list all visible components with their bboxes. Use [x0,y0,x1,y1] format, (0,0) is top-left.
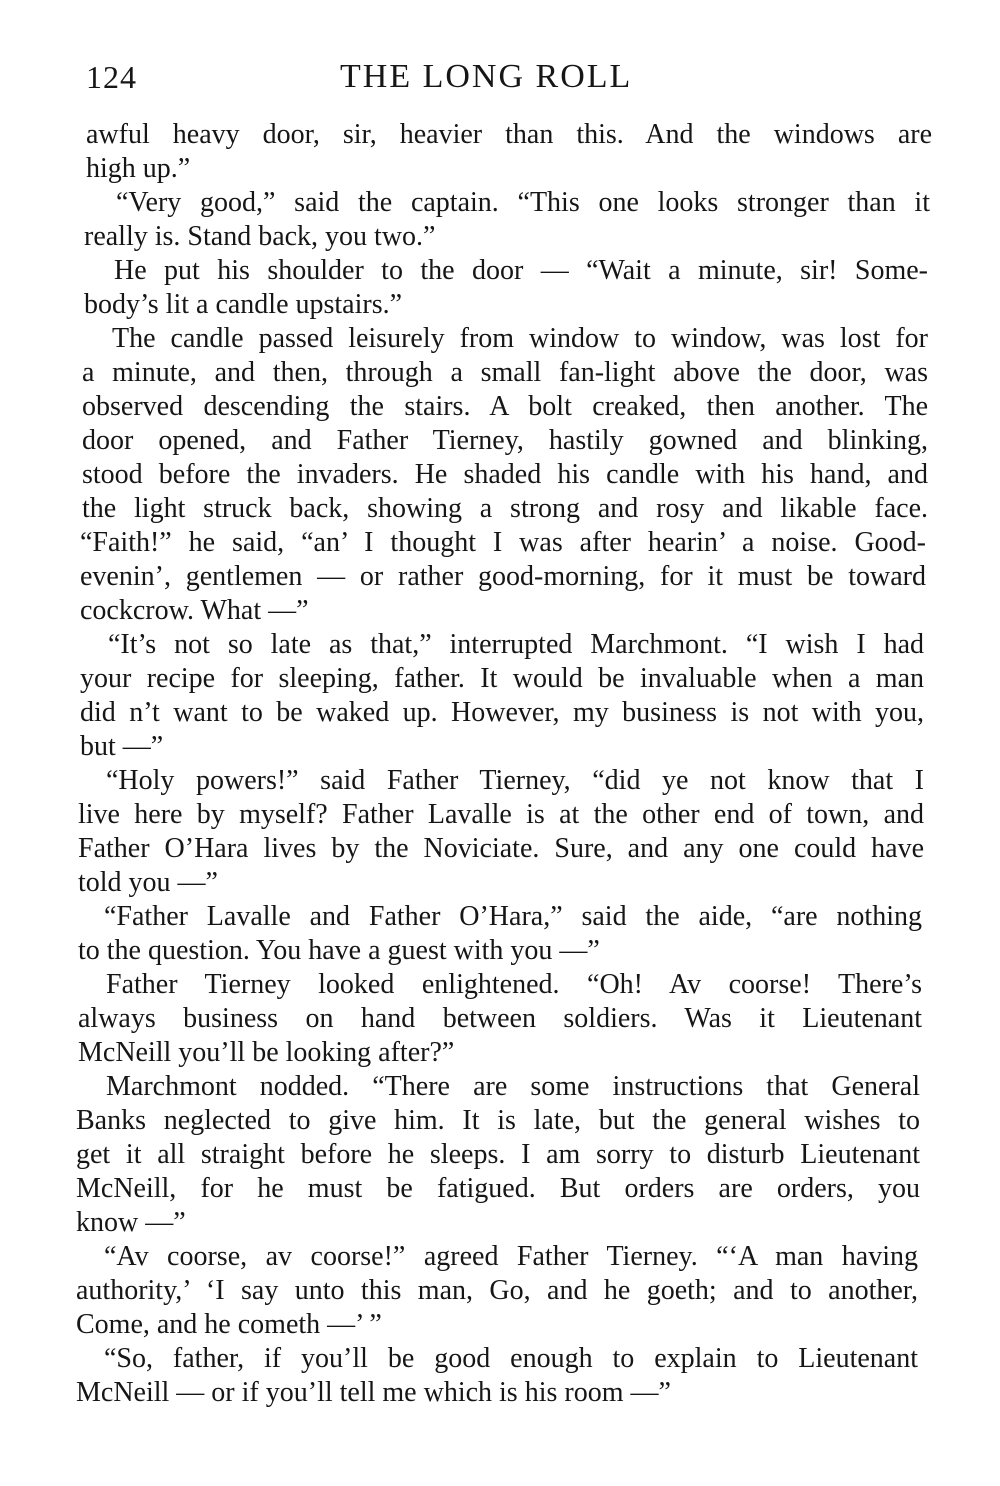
text-line: He put his shoulder to the door — “Wait a minute, sir! Some- [114,255,928,286]
text-line: to the question. You have a guest with you —” [78,935,600,966]
text-line: always business on hand between soldiers. Was it Lieutenant [78,1003,922,1034]
text-line: really is. Stand back, you two.” [84,221,436,252]
text-line: McNeill — or if you’ll tell me which is his room —” [76,1377,671,1408]
text-line: authority,’ ‘I say unto this man, Go, and he goeth; and to another, [76,1275,918,1306]
text-line: Father Tierney looked enlightened. “Oh! Av coorse! There’s [106,969,922,1000]
text-line: told you —” [78,867,218,898]
text-line: Banks neglected to give him. It is late, but the general wishes to [76,1105,920,1136]
text-line: observed descending the stairs. A bolt creaked, then another. The [82,391,928,422]
text-line: “Very good,” said the captain. “This one looks stronger than it [116,187,930,218]
text-line: door opened, and Father Tierney, hastily gowned and blinking, [82,425,928,456]
text-line: Marchmont nodded. “There are some instructions that General [106,1071,920,1102]
text-line: stood before the invaders. He shaded his candle with his hand, and [82,459,928,490]
text-line: high up.” [86,153,191,184]
running-title: THE LONG ROLL [340,58,633,95]
text-line: a minute, and then, through a small fan-light above the door, was [82,357,928,388]
text-line: Come, and he cometh —’ ” [76,1309,382,1340]
text-line: “Holy powers!” said Father Tierney, “did ye not know that I [106,765,924,796]
text-line: “It’s not so late as that,” interrupted Marchmont. “I wish I had [108,629,924,660]
text-line: awful heavy door, sir, heavier than this. And the windows are [86,119,932,150]
text-line: The candle passed leisurely from window to window, was lost for [112,323,928,354]
text-line: know —” [76,1207,186,1238]
text-line: evenin’, gentlemen — or rather good-morning, for it must be toward [80,561,926,592]
text-line: “So, father, if you’ll be good enough to explain to Lieutenant [104,1343,918,1374]
text-line: McNeill you’ll be looking after?” [78,1037,455,1068]
text-line: McNeill, for he must be fatigued. But orders are orders, you [76,1173,920,1204]
text-line: “Av coorse, av coorse!” agreed Father Tierney. “‘A man having [104,1241,918,1272]
text-line: cockcrow. What —” [80,595,309,626]
text-line: the light struck back, showing a strong and rosy and likable face. [82,493,928,524]
text-line: your recipe for sleeping, father. It would be invaluable when a man [80,663,924,694]
page-number: 124 [86,59,137,95]
text-line: did n’t want to be waked up. However, my business is not with you, [80,697,924,728]
text-line: Father O’Hara lives by the Noviciate. Sure, and any one could have [78,833,924,864]
text-line: get it all straight before he sleeps. I am sorry to disturb Lieutenant [76,1139,920,1170]
text-line: live here by myself? Father Lavalle is at the other end of town, and [78,799,924,830]
text-line: “Faith!” he said, “an’ I thought I was after hearin’ a noise. Good- [80,527,926,558]
text-line: but —” [80,731,164,762]
text-line: “Father Lavalle and Father O’Hara,” said the aide, “are nothing [104,901,922,932]
text-line: body’s lit a candle upstairs.” [84,289,403,320]
